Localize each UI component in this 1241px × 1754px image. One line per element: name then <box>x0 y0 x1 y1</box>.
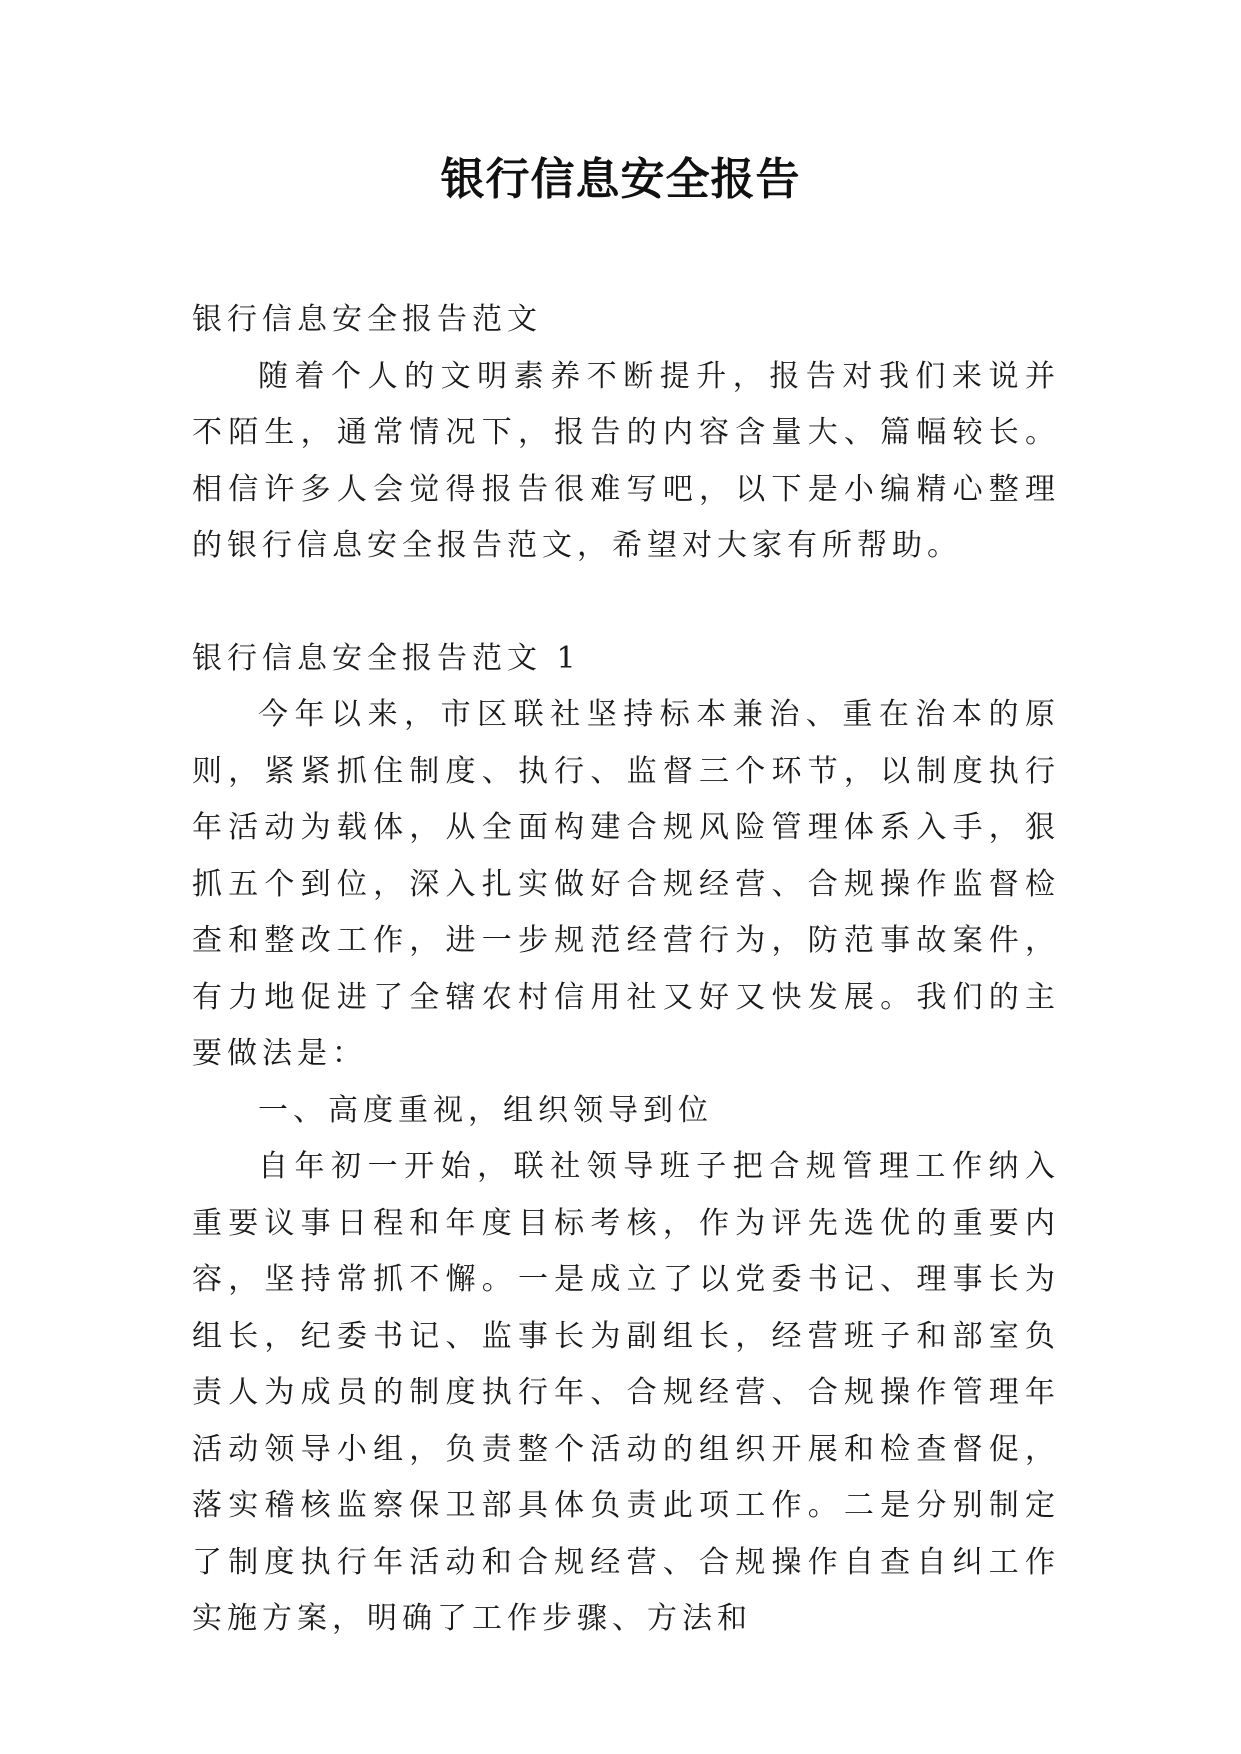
body-paragraph: 自年初一开始，联社领导班子把合规管理工作纳入重要议事日程和年度目标考核，作为评先选优的重要内容，坚持常抓不懈。一是成立了以党委书记、理事长为组长，纪委书记、监事长为副组长，经营班子和部室负责人为成员的制度执行年、合规经营、合规操作管理年活动领导小组，负责整个活动的组织开展和检查督促，落实稽核监察保卫部具体负责此项工作。二是分别制定了制度执行年活动和合规经营、合规操作自查自纠工作实施方案，明确了工作步骤、方法和 <box>192 1149 1060 1636</box>
document-body <box>192 292 1060 1648</box>
paragraph-spacer <box>192 575 1060 631</box>
document-title: 银行信息安全报告 <box>440 154 801 205</box>
section-heading: 银行信息安全报告范文 <box>192 302 542 337</box>
intro-paragraph: 随着个人的文明素养不断提升，报告对我们来说并不陌生，通常情况下，报告的内容含量大、篇幅较长。相信许多人会觉得报告很难写吧，以下是小编精心整理的银行信息安全报告范文，希望对大家有所帮助。 <box>192 358 1060 563</box>
section-heading: 银行信息安全报告范文 1 <box>192 640 581 676</box>
subsection-heading: 一、高度重视，组织领导到位 <box>258 1092 713 1128</box>
body-paragraph: 今年以来，市区联社坚持标本兼治、重在治本的原则，紧紧抓住制度、执行、监督三个环节，以制度执行年活动为载体，从全面构建合规风险管理体系入手，狠抓五个到位，深入扎实做好合规经营、合规操作监督检查和整改工作，进一步规范经营行为，防范事故案件，有力地促进了全辖农村信用社又好又快发展。我们的主要做法是： <box>192 697 1060 1071</box>
